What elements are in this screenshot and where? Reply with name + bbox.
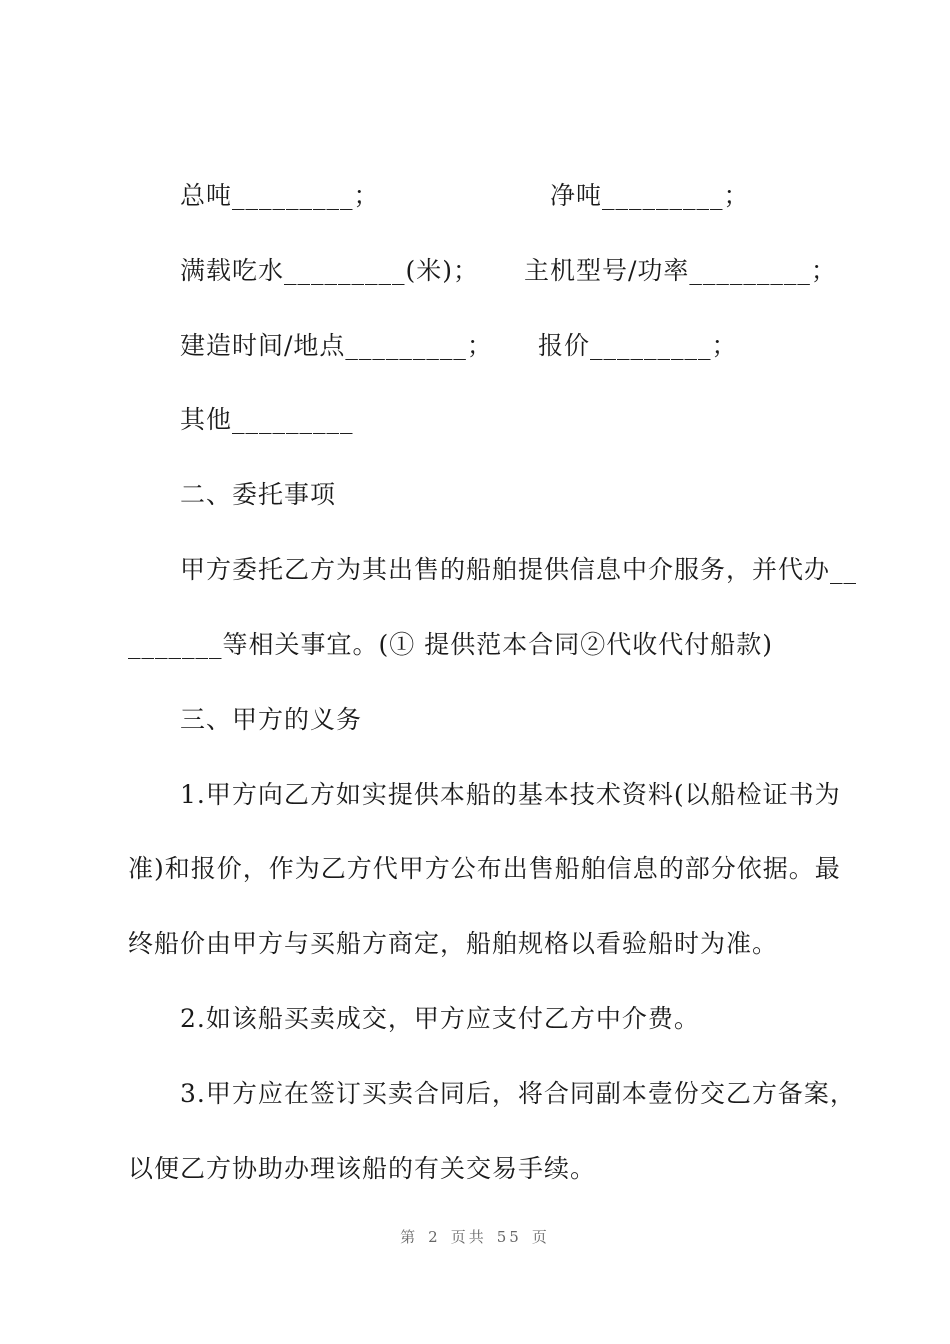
- section-3-item-3-line-2: 以便乙方协助办理该船的有关交易手续。: [128, 1154, 597, 1183]
- field-net-tonnage: 净吨_________；: [550, 181, 750, 210]
- footer-mid: 页共: [450, 1228, 487, 1246]
- field-gross-tonnage: 总吨_________；: [180, 181, 380, 210]
- field-full-load-draft: 满载吃水_________(米)；: [180, 256, 480, 285]
- field-engine-model-power: 主机型号/功率_________；: [524, 256, 837, 285]
- section-3-item-1-line-2: 准)和报价，作为乙方代甲方公布出售船舶信息的部分依据。最: [128, 854, 841, 883]
- footer-prefix: 第: [400, 1228, 419, 1246]
- section-3-item-2: 2.如该船买卖成交，甲方应支付乙方中介费。: [180, 1004, 700, 1033]
- section-3-item-1-line-1: 1.甲方向乙方如实提供本船的基本技术资料(以船检证书为: [180, 780, 841, 809]
- section-2-paragraph-line-1: 甲方委托乙方为其出售的船舶提供信息中介服务，并代办__: [180, 555, 858, 584]
- page-footer: [0, 1226, 950, 1247]
- field-other: 其他_________: [180, 405, 354, 434]
- section-3-item-1-line-3: 终船价由甲方与买船方商定，船舶规格以看验船时为准。: [128, 929, 779, 958]
- footer-total-pages: 55: [496, 1228, 522, 1246]
- section-2-paragraph-line-2: _______等相关事宜。(① 提供范本合同②代收代付船款): [128, 630, 773, 659]
- field-build-time-place: 建造时间/地点_________；: [180, 331, 493, 360]
- footer-suffix: 页: [531, 1228, 550, 1246]
- section-3-item-3-line-1: 3.甲方应在签订买卖合同后，将合同副本壹份交乙方备案，: [180, 1079, 856, 1108]
- section-2-title: 二、委托事项: [180, 480, 337, 509]
- footer-page-number: 2: [428, 1228, 441, 1246]
- section-3-title: 三、甲方的义务: [180, 705, 363, 734]
- field-quote: 报价_________；: [538, 331, 738, 360]
